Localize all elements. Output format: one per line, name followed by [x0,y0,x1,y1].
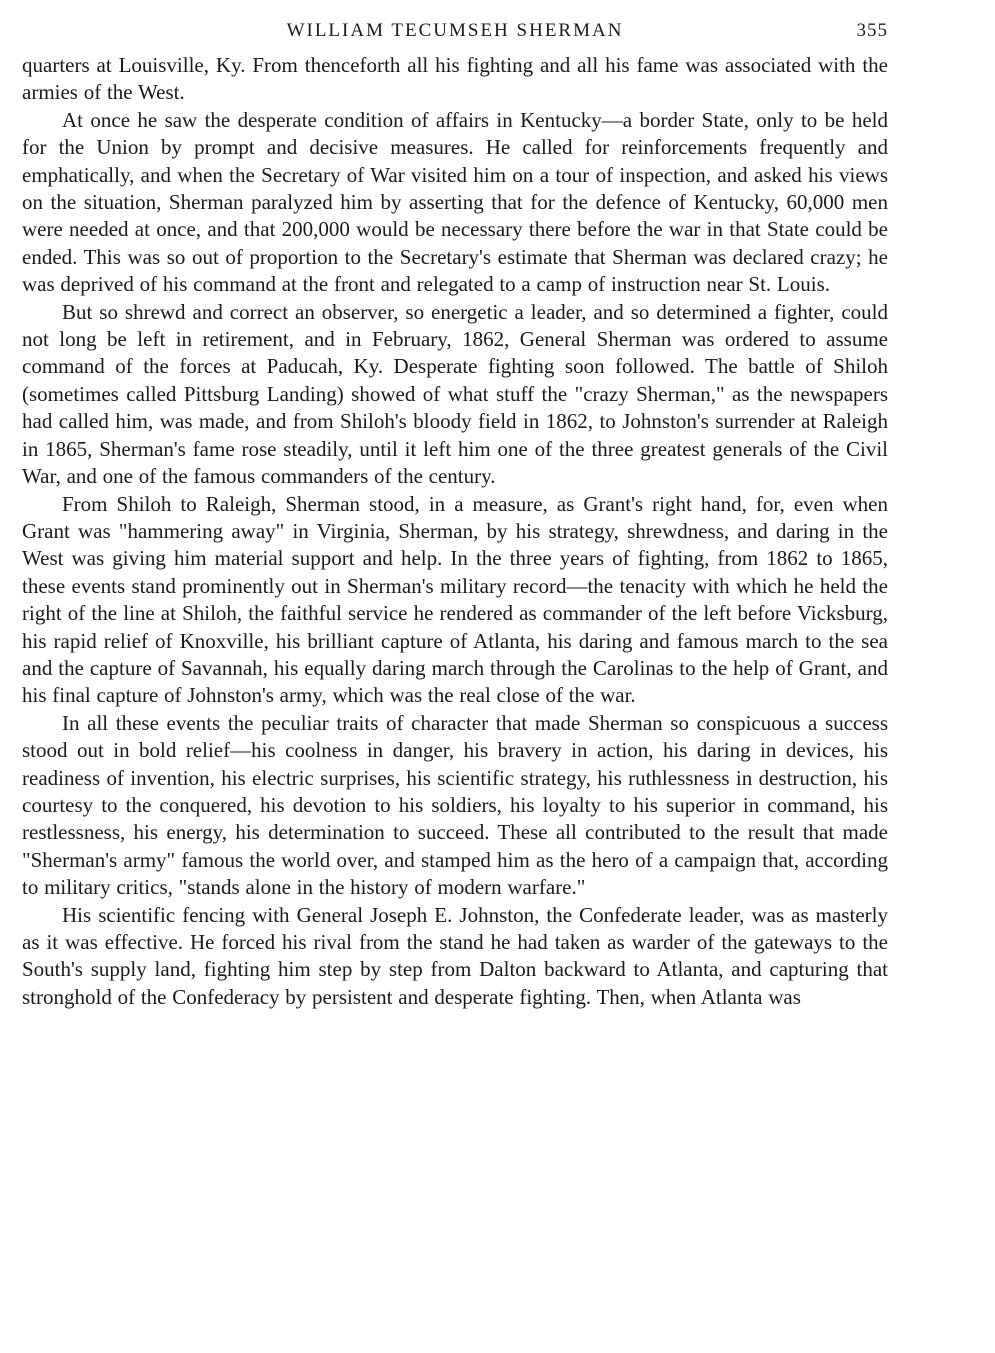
running-title: WILLIAM TECUMSEH SHERMAN [286,20,624,41]
paragraph-continuation: quarters at Louisville, Ky. From thenceforth all his fighting and all his fame was associated with the armies of the West. [22,53,888,105]
body-text [22,52,888,1011]
paragraph-johnston: His scientific fencing with General Joseph E. Johnston, the Confederate leader, was as masterly as it was effective. He forced his rival from the stand he had taken as warder of the gateways to the South's supply land, fighting him step by step from Dalton backward to Atlanta, and capturing that stronghold of the Confederacy by persistent and desperate fighting. Then, when Atlanta was [22,902,888,1009]
running-head [22,20,888,52]
paragraph-grants-right-hand: From Shiloh to Raleigh, Sherman stood, in a measure, as Grant's right hand, for, even when Grant was "hammering away" in Virginia, Sherman, by his strategy, shrewdness, and daring in the West was giving him material support and help. In the three years of fighting, from 1862 to 1865, these events stand prominently out in Sherman's military record—the tenacity with which he held the right of the line at Shiloh, the faithful service he rendered as commander of the left before Vicksburg, his rapid relief of Knoxville, his brilliant capture of Atlanta, his daring and famous march to the sea and the capture of Savannah, his equally daring march through the Carolinas to the help of Grant, and his final capture of Johnston's army, which was the real close of the war. [22,491,888,708]
paragraph-kentucky: At once he saw the desperate condition of affairs in Kentucky—a border State, only to be held for the Union by prompt and decisive measures. He called for reinforcements frequently and emphatically, and when the Secretary of War visited him on a tour of inspection, and asked his views on the situation, Sherman paralyzed him by asserting that for the defence of Kentucky, 60,000 men were needed at once, and that 200,000 would be necessary there before the war in that State could be ended. This was so out of proportion to the Secretary's estimate that Sherman was declared crazy; he was deprived of his command at the front and relegated to a camp of instruction near St. Louis. [22,107,888,297]
book-page [22,20,888,1011]
paragraph-shiloh: But so shrewd and correct an observer, so energetic a leader, and so determined a fighter, could not long be left in retirement, and in February, 1862, General Sherman was ordered to assume command of the forces at Paducah, Ky. Desperate fighting soon followed. The battle of Shiloh (sometimes called Pittsburg Landing) showed of what stuff the "crazy Sherman," as the newspapers had called him, was made, and from Shiloh's bloody field in 1862, to Johnston's surrender at Raleigh in 1865, Sherman's fame rose steadily, until it left him one of the three greatest generals of the Civil War, and one of the famous commanders of the century. [22,299,888,489]
page-number: 355 [856,20,888,41]
paragraph-traits: In all these events the peculiar traits of character that made Sherman so conspicuous a success stood out in bold relief—his coolness in danger, his bravery in action, his daring in devices, his readiness of invention, his electric surprises, his scientific strategy, his ruthlessness in destruction, his courtesy to the conquered, his devotion to his soldiers, his loyalty to his superior in command, his restlessness, his energy, his determination to succeed. These all contributed to the result that made "Sherman's army" famous the world over, and stamped him as the hero of a campaign that, according to military critics, "stands alone in the history of modern warfare." [22,710,888,900]
